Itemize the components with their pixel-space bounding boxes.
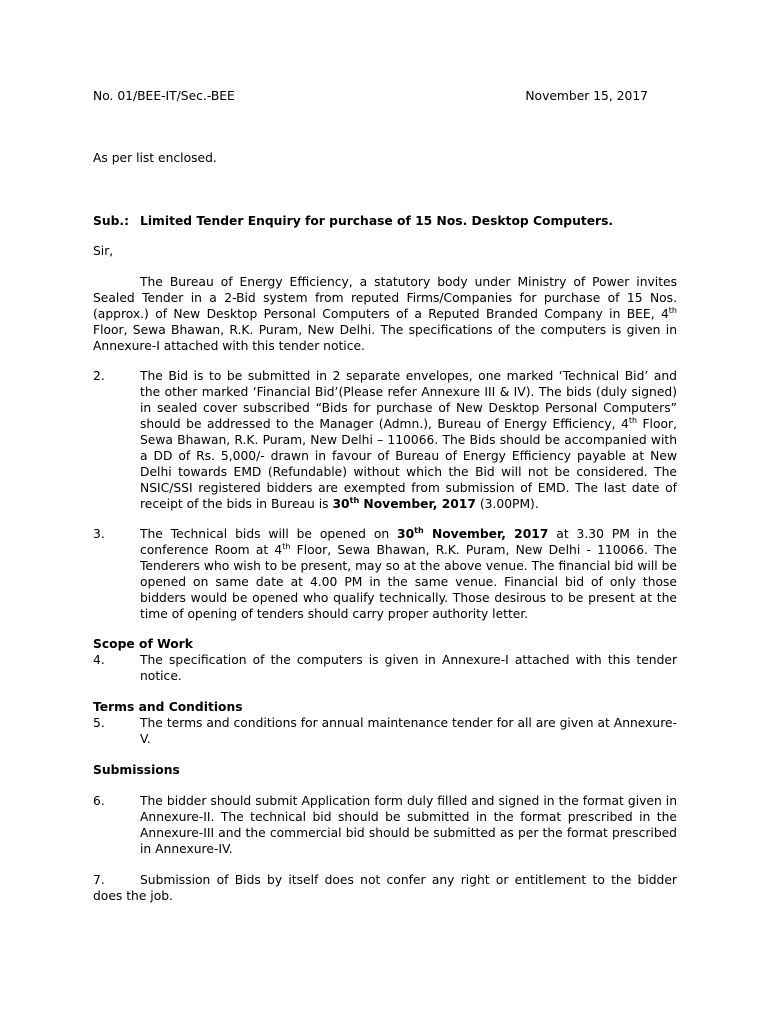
para4-text: The specification of the computers is given in Annexure-I attached with this tender notice.	[140, 653, 677, 683]
para2-number: 2.	[93, 369, 105, 383]
para2-text	[140, 368, 677, 512]
para3-number: 3.	[93, 527, 105, 541]
para6-number: 6.	[93, 794, 105, 808]
salutation: Sir,	[93, 244, 114, 258]
para2-text-a: The Bid is to be submitted in 2 separate envelopes, one marked ‘Technical Bid’ and the other marked ‘Financial Bid’(Please refer Annexure III & IV). The bids (duly signed) in sealed cover subscribed “Bids for purchase of New Desktop Personal Computers” should be addressed to the Manager (Admn.), Bureau of Energy Efficiency, 4	[140, 369, 677, 431]
para2-text-b: Floor, Sewa Bhawan, R.K. Puram, New Delhi – 110066. The Bids should be accompanied with a DD of Rs. 5,000/- drawn in favour of Bureau of Energy Efficiency payable at New Delhi towards EMD (Refundable) without which the Bid will not be considered. The NSIC/SSI registered bidders are exempted from submission of EMD. The last date of receipt of the bids in Bureau is	[140, 417, 677, 511]
intro-text-b: Floor, Sewa Bhawan, R.K. Puram, New Delhi. The specifications of the computers is given in Annexure-I attached with this tender notice.	[93, 323, 677, 353]
para5-text: The terms and conditions for annual maintenance tender for all are given at Annexure-V.	[140, 716, 677, 746]
para3-open-rest: November, 2017	[423, 527, 549, 541]
scope-heading: Scope of Work	[93, 637, 193, 651]
para2-text-c: (3.00PM).	[475, 497, 539, 511]
para6-text: The bidder should submit Application form duly filled and signed in the format given in Annexure-II. The technical bid should be submitted in the format prescribed in the Annexure-III and the commercial bid should be submitted as per the format prescribed in Annexure-IV.	[140, 794, 677, 856]
para3-text-c: Floor, Sewa Bhawan, R.K. Puram, New Delhi - 110066. The Tenderers who wish to be present, may so at the above venue. The financial bid will be opened on same date at 4.00 PM in the same venue. Financial bid of only those bidders would be opened who qualify technically. Those desirous to be present at the time of opening of tenders should carry proper authority letter.	[140, 543, 677, 621]
terms-heading: Terms and Conditions	[93, 700, 243, 714]
para3-text-a: The Technical bids will be opened on	[140, 527, 398, 541]
para3-text-b: at 3.30 PM in the conference Room at 4	[140, 527, 678, 557]
para2-deadline	[333, 497, 476, 511]
para4-number: 4.	[93, 653, 105, 667]
intro-sup: th	[668, 305, 677, 315]
para2-deadline-sup: th	[349, 495, 360, 505]
intro-text-a: The Bureau of Energy Efficiency, a statutory body under Ministry of Power invites Sealed Tender in a 2-Bid system from reputed Firms/Companies for purchase of 15 Nos. (approx.) of New Desktop Personal Computers of a Reputed Branded Company in BEE, 4	[93, 275, 677, 321]
para3-sup: th	[282, 541, 291, 551]
para7-number: 7.	[93, 873, 105, 887]
para5-number: 5.	[93, 716, 105, 730]
submissions-heading: Submissions	[93, 763, 180, 777]
para7-text: Submission of Bids by itself does not confer any right or entitlement to the bidder does the job.	[93, 873, 677, 903]
subject-label: Sub.:	[93, 214, 130, 228]
para3-open-day: 30	[397, 527, 415, 541]
recipient-line: As per list enclosed.	[93, 151, 217, 165]
para2-deadline-rest: November, 2017	[359, 497, 476, 511]
letter-date: November 15, 2017	[525, 89, 648, 103]
reference-number: No. 01/BEE-IT/Sec.-BEE	[93, 89, 235, 103]
para2-sup: th	[628, 415, 638, 425]
intro-paragraph	[93, 274, 677, 354]
para2-deadline-day: 30	[332, 497, 350, 511]
subject-text: Limited Tender Enquiry for purchase of 15 Nos. Desktop Computers.	[140, 214, 614, 228]
para3-open-date	[397, 527, 548, 541]
para3-open-sup: th	[414, 525, 424, 535]
para7	[93, 872, 677, 904]
para3-text	[140, 526, 677, 622]
